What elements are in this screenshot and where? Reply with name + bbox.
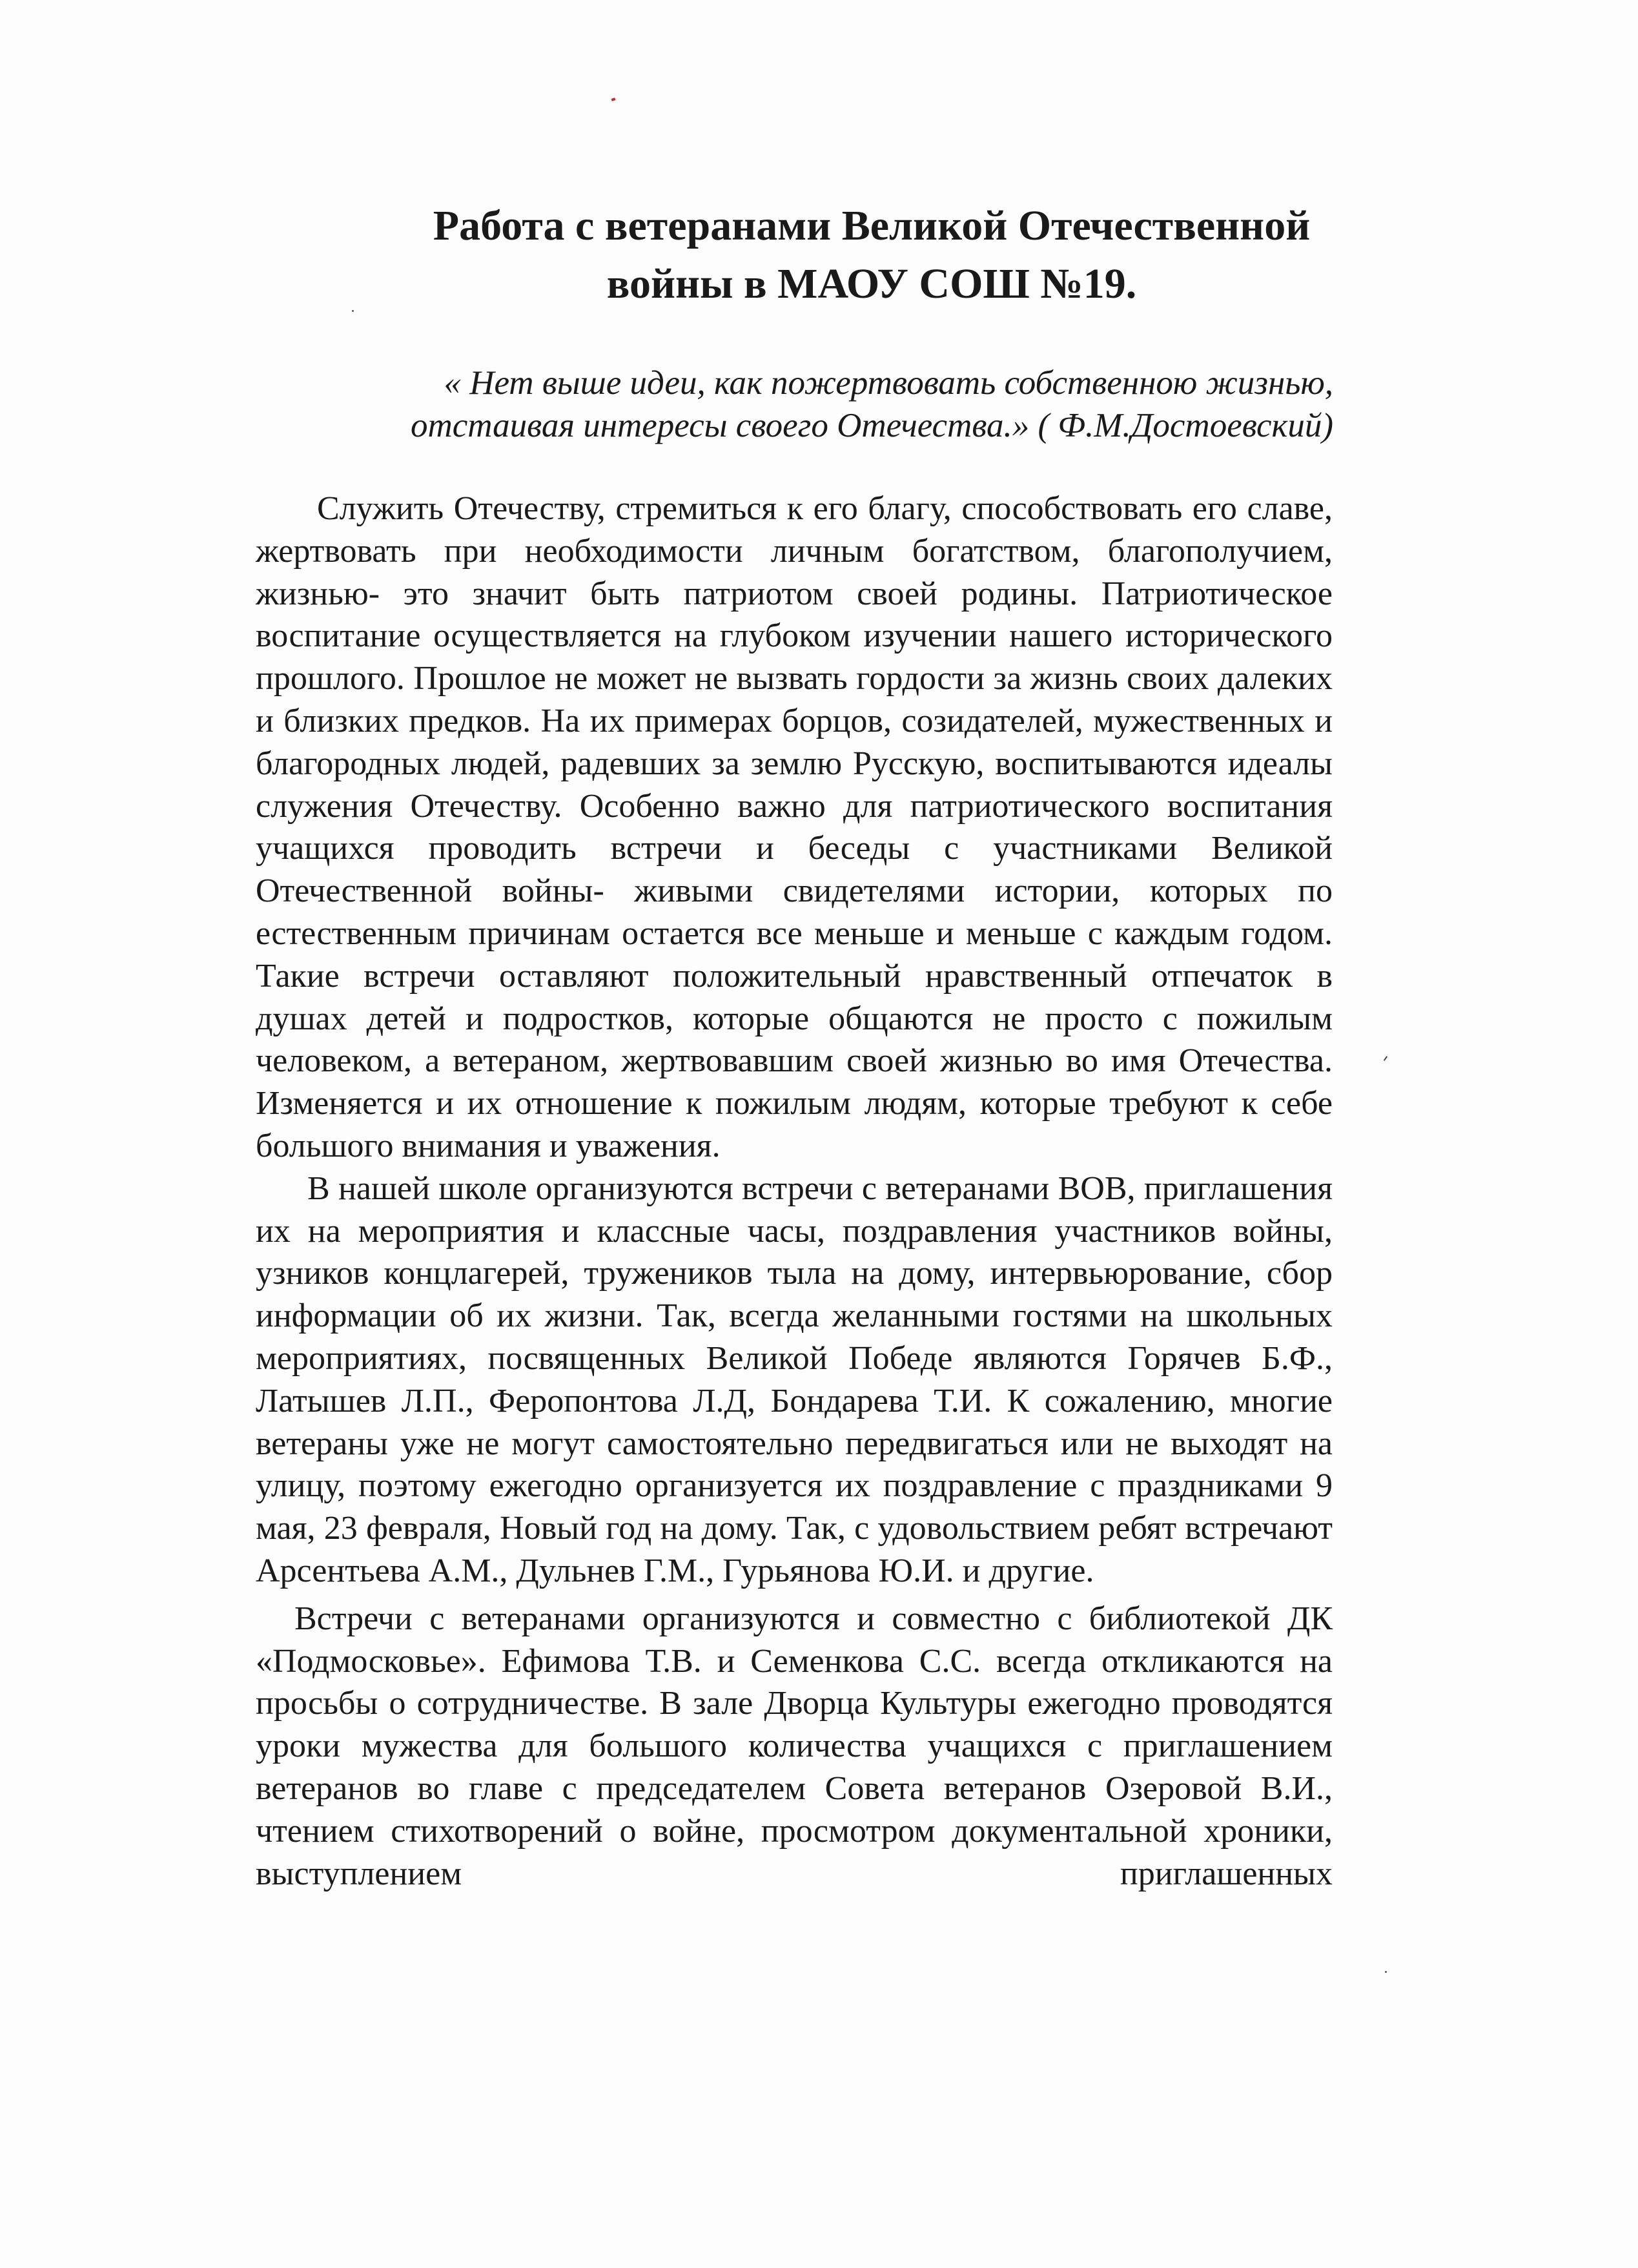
title-line-2: войны в МАОУ СОШ №19. bbox=[606, 260, 1137, 307]
paragraph-3: Встречи с ветеранами организуются и совместно с библиотекой ДК «Подмосковье». Ефимова Т.В. и Семенкова С.С. всегда откликаются на просьбы о сотрудничестве. В зале Дворца Культуры ежегодно проводятся уроки мужества для большого количества учащихся с приглашением ветеранов во главе с председателем Совета ветеранов Озеровой В.И., чтением стихотворений о войне, просмотром документальной хроники, выступлением приглашенных bbox=[256, 1600, 1333, 1892]
scan-tick bbox=[1384, 1056, 1387, 1061]
paragraph-1: Служить Отечеству, стремиться к его благу, способствовать его славе, жертвовать при необходимости личным богатством, благополучием, жизнью- это значит быть патриотом своей родины. Патриотическое воспитание осуществляется на глубоком изучении нашего исторического прошлого. Прошлое не может не вызвать гордости за жизнь своих далеких и близких предков. На их примерах борцов, созидателей, мужественных и благородных людей, радевших за землю Русскую, воспитываются идеалы служения Отечеству. Особенно важно для патриотического воспитания учащихся проводить встречи и беседы с участниками Великой Отечественной войны- живыми свидетелями истории, которых по естественным причинам остается все меньше и меньше с каждым годом. Такие встречи оставляют положительный нравственный отпечаток в душах детей и подростков, которые общаются не просто с пожилым человеком, а ветераном, жертвовавшим своей жизнью во имя Отечества. Изменяется и их отношение к пожилым людям, которые требуют к себе большого внимания и уважения. bbox=[256, 490, 1333, 1164]
epigraph-line-2: отстаивая интересы своего Отечества.» ( Ф.М.Достоевский) bbox=[410, 407, 1333, 444]
document-body bbox=[256, 488, 1333, 1895]
document-title bbox=[194, 197, 1550, 313]
epigraph-line-1: « Нет выше идеи, как пожертвовать собственною жизнью, bbox=[444, 364, 1333, 402]
scan-speck bbox=[1385, 1971, 1387, 1973]
title-line-1: Работа с ветеранами Великой Отечественной bbox=[433, 202, 1311, 249]
ink-mark bbox=[611, 98, 615, 101]
epigraph bbox=[194, 362, 1333, 447]
paragraph-2: В нашей школе организуются встречи с ветеранами ВОВ, приглашения их на мероприятия и классные часы, поздравления участников войны, узников концлагерей, тружеников тыла на дому, интервьюрование, сбор информации об их жизни. Так, всегда желанными гостями на школьных мероприятиях, посвященных Великой Победе являются Горячев Б.Ф., Латышев Л.П., Феропонтова Л.Д, Бондарева Т.И. К сожалению, многие ветераны уже не могут самостоятельно передвигаться или не выходят на улицу, поэтому ежегодно организуется их поздравление с праздниками 9 мая, 23 февраля, Новый год на дому. Так, с удовольствием ребят встречают Арсентьева А.М., Дульнев Г.М., Гурьянова Ю.И. и другие. bbox=[256, 1170, 1333, 1589]
